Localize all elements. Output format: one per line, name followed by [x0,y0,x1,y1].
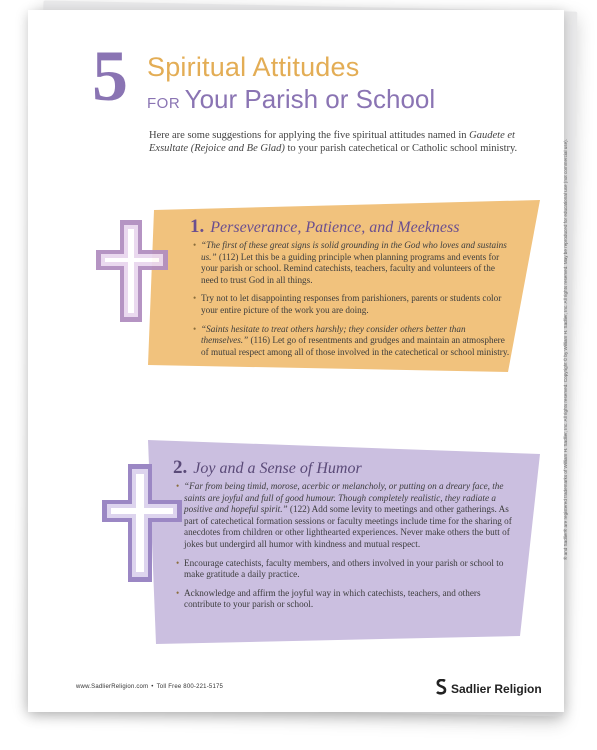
cross-icon [88,215,178,330]
section-1-heading: 1. Perseverance, Patience, and Meekness [190,216,460,237]
footer-contact: www.SadlierReligion.com • Toll Free 800-221-5175 [76,684,224,690]
phone-number: Toll Free 800-221-5175 [156,684,224,690]
title-line-2 [147,84,435,115]
section-2-bullets [176,481,514,618]
list-item: • Try not to let disappointing responses from parishioners, parents or students color your entire picture of the work you are doing. [193,293,513,316]
list-item: • Encourage catechists, faculty members, and others involved in your parish or school to make gratitude a daily practice. [176,558,514,581]
section-1-bullets [193,240,513,365]
title-number: 5 [92,36,128,116]
website-link[interactable]: www.SadlierReligion.com [76,684,149,690]
intro-paragraph: Here are some suggestions for applying the five spiritual attitudes named in Gaudete et Exsultate (Rejoice and Be Glad) to your parish catechetical or Catholic school ministry. [149,130,518,154]
list-item: • Acknowledge and affirm the joyful way in which catechists, teachers, and others contribute to your parish or school. [176,588,514,611]
list-item: • “The first of these great signs is solid grounding in the God who loves and sustains us.” (112) Let this be a guiding principle when planning programs and events for your parish or school. Remind catechists, teachers, faculty and volunteers of the need to trust God in all things. [193,240,513,286]
intro-document-title: Gaudete et Exsultate (Rejoice and Be Glad) [149,130,515,154]
section-2-heading: 2. Joy and a Sense of Humor [173,457,362,478]
sadlier-logo [436,679,542,698]
logo-text: Sadlier Religion [451,681,542,696]
title-line-1: Spiritual Attitudes [147,52,360,82]
cross-icon [98,460,188,590]
list-item: • “Far from being timid, morose, acerbic or melancholy, or putting on a dreary face, the saints are joyful and full of good humour. Though completely realistic, they radiate a positive and hopeful spirit.” (122) Add some levity to meetings and other gatherings. As part of catechetical formation sessions or faculty meetings include time for the sharing of anecdotes from children or other lighthearted experiences. Never make others the butt of jokes but undergird all humor with kindness and mutual respect. [176,481,514,551]
list-item: • “Saints hesitate to treat others harshly; they consider others better than themselves.” (116) Let go of resentments and grudges and maintain an atmosphere of mutual respect among all of those involved in the catechetical or school ministry. [193,324,513,359]
sadlier-logo-icon [436,679,447,698]
title-line-2-text: Your Parish or School [184,84,436,114]
title-for: FOR [147,95,181,112]
